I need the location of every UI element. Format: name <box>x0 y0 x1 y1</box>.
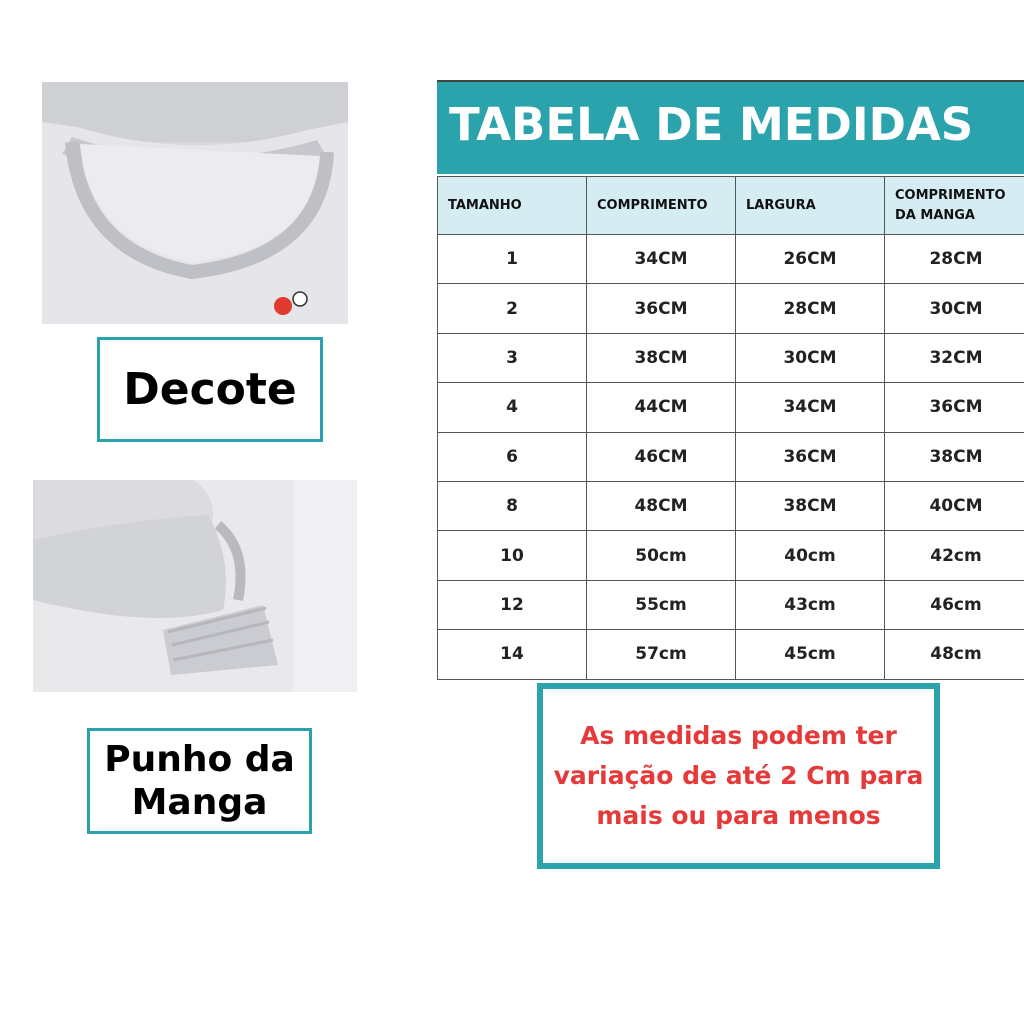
table-cell: 36CM <box>885 383 1024 432</box>
header-tamanho: TAMANHO <box>438 177 587 235</box>
table-cell: 50cm <box>587 531 736 580</box>
table-cell: 46cm <box>885 580 1024 629</box>
table-cell: 48cm <box>885 630 1024 679</box>
table-cell: 34CM <box>587 235 736 284</box>
table-cell: 30CM <box>885 284 1024 333</box>
variation-note: As medidas podem ter variação de até 2 Cm para mais ou para menos <box>553 721 924 830</box>
table-row <box>438 333 1024 382</box>
table-row <box>438 383 1024 432</box>
table-cell: 55cm <box>587 580 736 629</box>
table-cell: 34CM <box>736 383 885 432</box>
table-cell: 44CM <box>587 383 736 432</box>
decote-label: Decote <box>123 364 297 415</box>
header-comprimento-manga: COMPRIMENTO DA MANGA <box>885 177 1024 235</box>
table-cell: 28CM <box>736 284 885 333</box>
table-cell: 43cm <box>736 580 885 629</box>
table-cell: 40cm <box>736 531 885 580</box>
table-row <box>438 630 1024 679</box>
table-cell: 10 <box>438 531 587 580</box>
table-cell: 32CM <box>885 333 1024 382</box>
table-cell: 8 <box>438 481 587 530</box>
table-cell: 26CM <box>736 235 885 284</box>
punho-label-box <box>87 728 312 834</box>
size-table <box>437 176 1024 680</box>
table-cell: 12 <box>438 580 587 629</box>
table-title: TABELA DE MEDIDAS <box>437 80 1024 174</box>
table-cell: 36CM <box>736 432 885 481</box>
table-row <box>438 284 1024 333</box>
table-cell: 30CM <box>736 333 885 382</box>
table-cell: 28CM <box>885 235 1024 284</box>
header-largura: LARGURA <box>736 177 885 235</box>
table-cell: 38CM <box>587 333 736 382</box>
table-row <box>438 235 1024 284</box>
table-header-row <box>438 177 1024 235</box>
table-cell: 2 <box>438 284 587 333</box>
table-cell: 1 <box>438 235 587 284</box>
table-cell: 14 <box>438 630 587 679</box>
table-cell: 45cm <box>736 630 885 679</box>
cuff-photo <box>33 480 357 692</box>
table-cell: 3 <box>438 333 587 382</box>
table-row <box>438 481 1024 530</box>
punho-label: Punho da Manga <box>104 738 295 823</box>
decote-label-box <box>97 337 323 442</box>
table-cell: 42cm <box>885 531 1024 580</box>
table-cell: 38CM <box>736 481 885 530</box>
table-row <box>438 432 1024 481</box>
table-row <box>438 531 1024 580</box>
table-cell: 38CM <box>885 432 1024 481</box>
table-cell: 57cm <box>587 630 736 679</box>
table-row <box>438 580 1024 629</box>
table-cell: 46CM <box>587 432 736 481</box>
table-cell: 6 <box>438 432 587 481</box>
header-comprimento: COMPRIMENTO <box>587 177 736 235</box>
neckline-photo <box>42 82 348 324</box>
table-cell: 4 <box>438 383 587 432</box>
table-cell: 36CM <box>587 284 736 333</box>
table-cell: 40CM <box>885 481 1024 530</box>
table-cell: 48CM <box>587 481 736 530</box>
variation-note-box <box>537 683 940 869</box>
